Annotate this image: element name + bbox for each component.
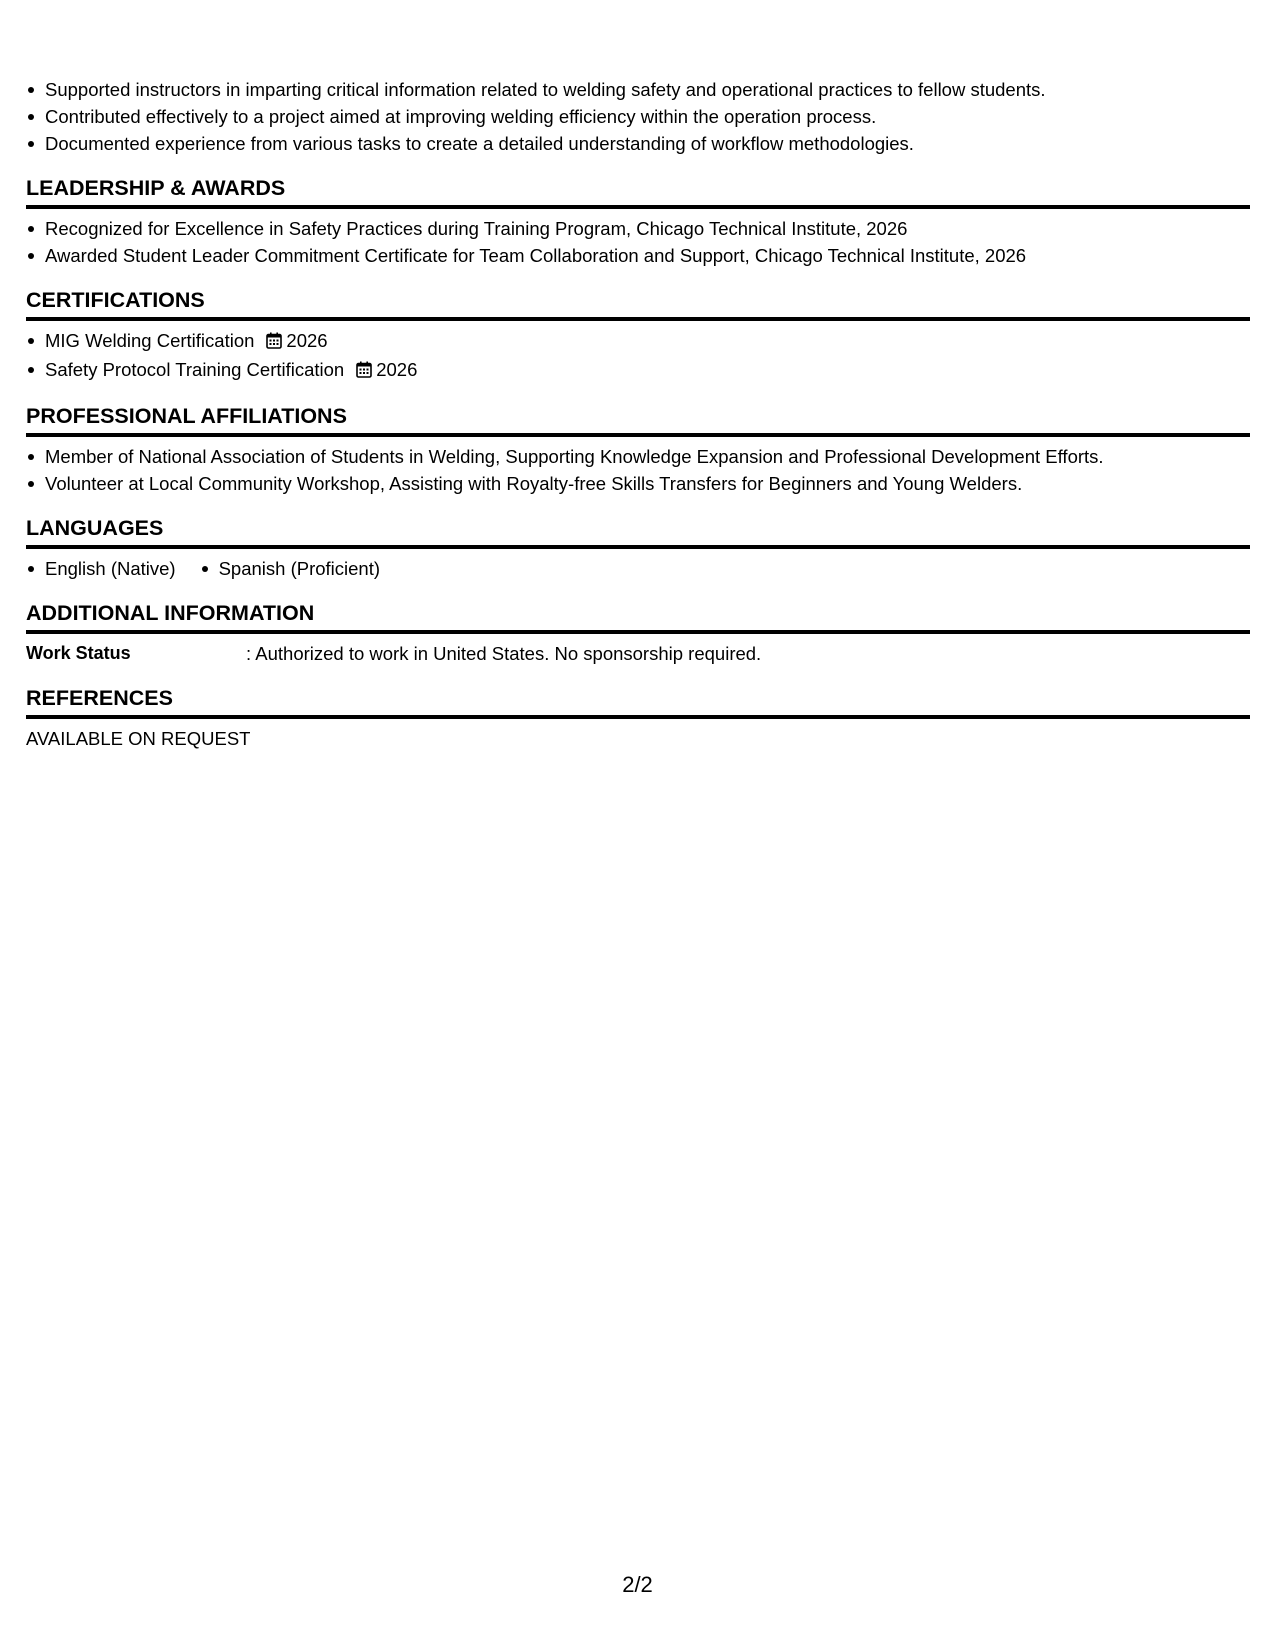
language-item: English (Native): [26, 555, 176, 582]
list-item: Volunteer at Local Community Workshop, Assisting with Royalty-free Skills Transfers for Beginners and Young Welders.: [26, 470, 1250, 497]
certification-name: Safety Protocol Training Certification: [45, 359, 345, 380]
certifications-section: [26, 269, 1250, 385]
section-heading: PROFESSIONAL AFFILIATIONS: [26, 385, 1250, 437]
list-item: Contributed effectively to a project aimed at improving welding efficiency within the operation process.: [26, 103, 1250, 130]
section-heading: LEADERSHIP & AWARDS: [26, 157, 1250, 209]
leadership-section: [26, 157, 1250, 269]
section-heading: CERTIFICATIONS: [26, 269, 1250, 321]
certification-year: 2026: [376, 359, 418, 380]
calendar-icon: [266, 329, 282, 356]
list-item: Member of National Association of Students in Welding, Supporting Knowledge Expansion and Professional Development Efforts.: [26, 443, 1250, 470]
affiliations-list: [26, 443, 1250, 497]
language-item: Spanish (Proficient): [200, 555, 380, 582]
section-heading: ADDITIONAL INFORMATION: [26, 582, 1250, 634]
calendar-icon: [356, 358, 372, 385]
certification-name: MIG Welding Certification: [45, 330, 255, 351]
section-heading: LANGUAGES: [26, 497, 1250, 549]
section-heading: REFERENCES: [26, 667, 1250, 719]
work-status-row: [26, 640, 1250, 667]
languages-section: [26, 497, 1250, 582]
certifications-list: [26, 327, 1250, 385]
list-item: Recognized for Excellence in Safety Practices during Training Program, Chicago Technical Institute, 2026: [26, 215, 1250, 242]
affiliations-section: [26, 385, 1250, 497]
additional-info-section: [26, 582, 1250, 667]
list-item: Documented experience from various tasks to create a detailed understanding of workflow methodologies.: [26, 130, 1250, 157]
references-text: AVAILABLE ON REQUEST: [26, 728, 251, 749]
languages-list: [26, 555, 1250, 582]
certification-year: 2026: [286, 330, 328, 351]
work-status-label: Work Status: [26, 643, 131, 663]
leadership-list: [26, 215, 1250, 269]
certification-item: [26, 356, 1250, 385]
references-section: [26, 667, 1250, 752]
list-item: Awarded Student Leader Commitment Certificate for Team Collaboration and Support, Chicago Technical Institute, 2026: [26, 242, 1250, 269]
certification-item: [26, 327, 1250, 356]
work-status-value: : Authorized to work in United States. No sponsorship required.: [246, 643, 762, 664]
experience-bullet-list: [26, 76, 1250, 157]
page-number: 2/2: [622, 1572, 653, 1597]
list-item: Supported instructors in imparting critical information related to welding safety and operational practices to fellow students.: [26, 76, 1250, 103]
resume-page: [26, 76, 1250, 752]
